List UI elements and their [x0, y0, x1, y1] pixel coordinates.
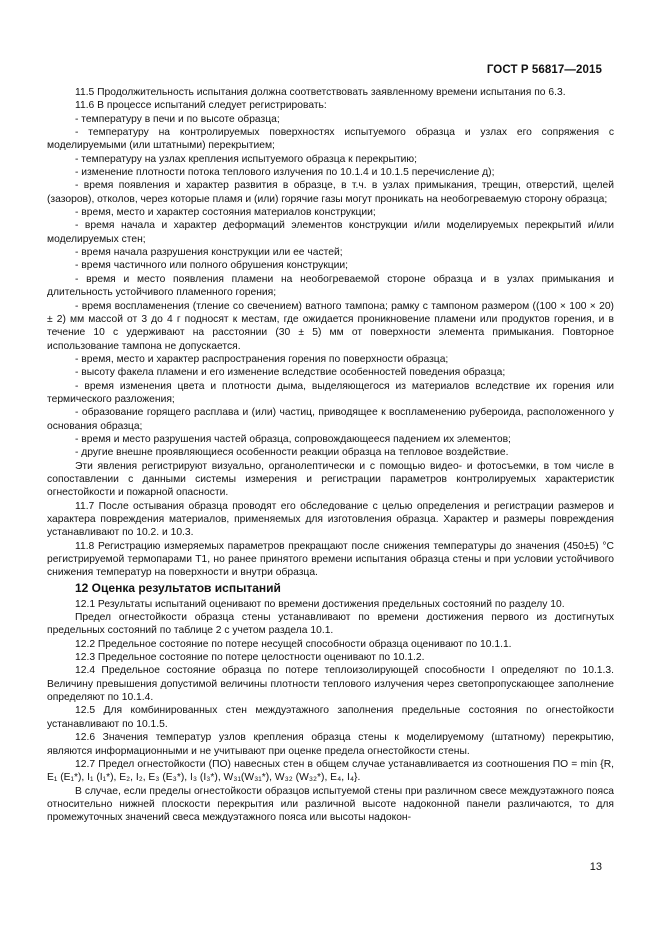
list-item: - время появления и характер развития в образце, в т.ч. в узлах примыкания, трещин, отверстий, щелей (зазоров), отколов, через которые пламя и (или) горячие газы могут проникать на необогреваемую сторону образца; [47, 180, 614, 205]
list-item: - время начала разрушения конструкции или ее частей; [75, 247, 343, 259]
list-item: - температуру на узлах крепления испытуемого образца к перекрытию; [75, 153, 417, 165]
paragraph-12-5: 12.5 Для комбинированных стен междуэтажного заполнения предельные состояния по огнестойкости устанавливают по 10.1.5. [47, 705, 614, 730]
section-heading-12: 12 Оценка результатов испытаний [75, 580, 281, 595]
list-item: - время начала и характер деформаций элементов конструкции и/или моделируемых перекрытий и/или моделируемых стен; [47, 220, 614, 245]
list-item: - время, место и характер состояния материалов конструкции; [75, 207, 376, 219]
paragraph-12-6: 12.6 Значения температур узлов крепления образца стены к моделируемому (штатному) перекрытию, являются информационными и не учитывают при оценке предела огнестойкости стены. [47, 732, 614, 757]
paragraph-12-7: 12.7 Предел огнестойкости (ПО) навесных стен в общем случае устанавливается из соотношения ПО = min {R, E₁ (E₁*), I₁ (I₁*), E₂, I₂, E₃ (E₃*), I₃ (I₃*), W₃₁(W₃₁*), W₃₂ (W₃₂*), E₄, I₄}. [47, 758, 614, 784]
paragraph-11-6: 11.6 В процессе испытаний следует регистрировать: [75, 100, 327, 112]
list-item: - температуру в печи и по высоте образца; [75, 113, 280, 125]
paragraph-different-overhang: В случае, если пределы огнестойкости образцов испытуемой стены при различном свесе междуэтажного пояса относительно нижней плоскости перекрытия или различной высоте надоконной панели различаются, то для промежуточных значений свеса междуэтажного пояса или высоты надокон- [47, 785, 614, 824]
list-item: - другие внешне проявляющиеся особенности реакции образца на тепловое воздействие. [75, 447, 509, 459]
paragraph-12-4: 12.4 Предельное состояние образца по потере теплоизолирующей способности I определяют по 10.1.3. Величину превышения допустимой величины плотности теплового излучения через светопропускающее заполнение определяют по 10.1.4. [47, 665, 614, 704]
list-item: - время частичного или полного обрушения конструкции; [75, 260, 348, 272]
list-item: - высоту факела пламени и его изменение вследствие особенностей поведения образца; [75, 367, 506, 379]
list-item: - время воспламенения (тление со свечением) ватного тампона; рамку с тампоном размером ((100 × 100 × 20) ± 2) мм массой от 3 до 4 г подносят к местам, где ожидается проникновение пламени или продуктов горения, и в течение 10 с удерживают на расстоянии (30 ± 5) мм от поверхности элемента примыкания. Повторное использование тампона не допускается. [47, 300, 614, 352]
list-item: - время изменения цвета и плотности дыма, выделяющегося из материалов вследствие их горения или термического разложения; [47, 380, 614, 405]
paragraph-recording-methods: Эти явления регистрируют визуально, органолептически и с помощью видео- и фотосъемки, в том числе в сопоставлении с данными системы измерения и регистрации параметров контролируемых характеристик огнестойкости и пожарной опасности. [47, 460, 614, 499]
list-item: - время и место разрушения частей образца, сопровождающееся падением их элементов; [75, 433, 511, 445]
paragraph-11-7: 11.7 После остывания образца проводят его обследование с целью определения и регистрации размеров и характера повреждения материалов, применяемых для изготовления образца. Характер и размеры повреждения устанавливают по 10.2. и 10.3. [47, 500, 614, 539]
page-number: 13 [589, 861, 602, 873]
document-body [47, 86, 614, 825]
list-item: - изменение плотности потока теплового излучения по 10.1.4 и 10.1.5 перечисление д); [75, 167, 495, 179]
list-item: - время, место и характер распространения горения по поверхности образца; [75, 353, 449, 365]
list-item: - образование горящего расплава и (или) частиц, приводящее к воспламенению рубероида, расположенного у основания образца; [47, 407, 614, 432]
list-item: - температуру на контролируемых поверхностях испытуемого образца и узлах его сопряжения с моделируемыми (или штатными) перекрытием; [47, 127, 614, 152]
paragraph-12-2: 12.2 Предельное состояние по потере несущей способности образца оценивают по 10.1.1. [75, 638, 512, 650]
paragraph-11-5: 11.5 Продолжительность испытания должна соответствовать заявленному времени испытания по 6.3. [75, 87, 566, 98]
list-item: - время и место появления пламени на необогреваемой стороне образца и в узлах примыкания и длительность устойчивого пламенного горения; [47, 273, 614, 299]
paragraph-12-3: 12.3 Предельное состояние по потере целостности оценивают по 10.1.2. [75, 652, 425, 664]
document-standard-header: ГОСТ Р 56817—2015 [486, 64, 602, 76]
paragraph-11-8: 11.8 Регистрацию измеряемых параметров прекращают после снижения температуры до значения (450±5) °С регистрируемой термопарами Т1, но ранее принятого времени испытания образца стены и при условии устойчивого снижения температур на поверхности и внутри образца. [47, 540, 614, 579]
paragraph-12-1: 12.1 Результаты испытаний оценивают по времени достижения предельных состояний по разделу 10. [75, 598, 565, 610]
paragraph-fire-resistance-limit: Предел огнестойкости образца стены устанавливают по времени достижения первого из достигнутых предельных состояний по таблице 2 с учетом раздела 10.1. [47, 612, 614, 637]
